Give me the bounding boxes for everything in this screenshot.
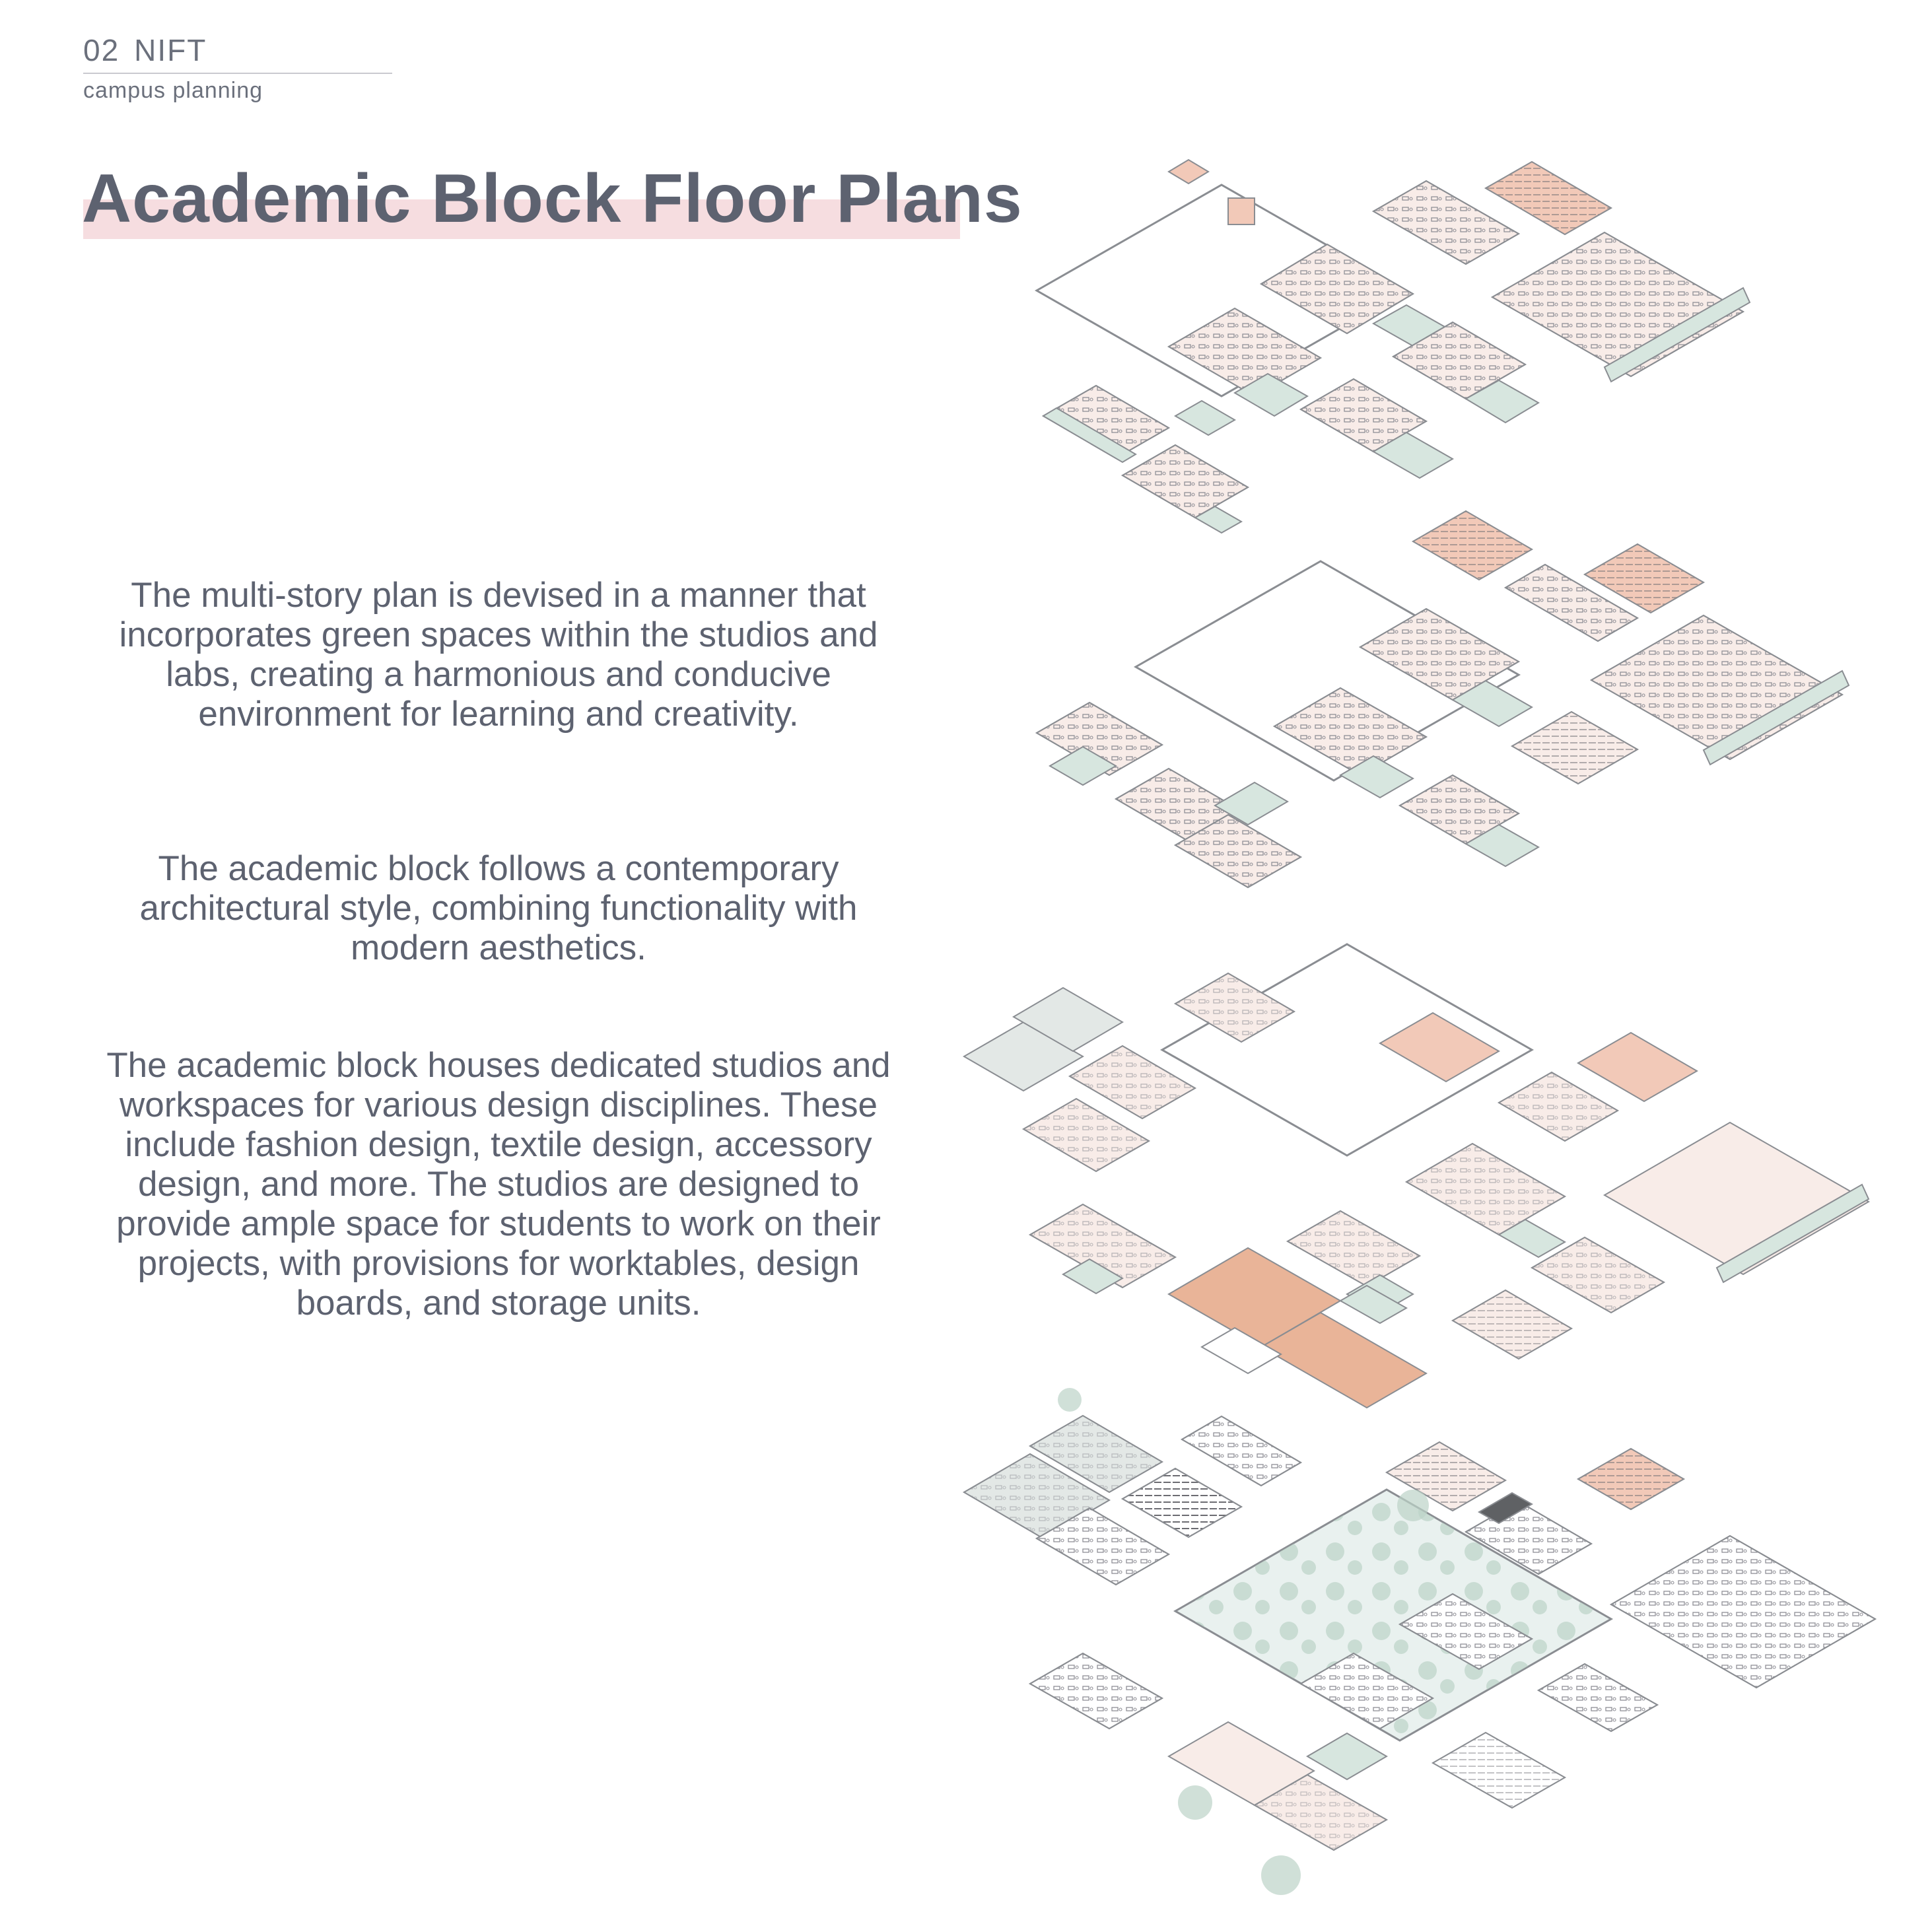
paragraph-architecture: The academic block follows a contemporary architectural style, combining functionality with modern aesthetics. bbox=[139, 849, 858, 967]
title-block bbox=[82, 156, 1023, 242]
section-number: 02 bbox=[83, 33, 120, 67]
floor-plan-level-1 bbox=[964, 1388, 1875, 1895]
section-subtitle: campus planning bbox=[83, 78, 263, 103]
section-label bbox=[83, 32, 392, 69]
paragraph-studios: The academic block houses dedicated studios and workspaces for various design disciplines. These include fashion design, textile design, accessory design, and more. The studios are designed to provide ample space for students to work on their projects, with provisions for worktables, design boards, and storage units. bbox=[106, 1046, 891, 1323]
floor-plan-level-4 bbox=[1037, 160, 1750, 533]
page-title: Academic Block Floor Plans bbox=[82, 160, 1023, 237]
floor-plan-level-3 bbox=[1037, 511, 1849, 887]
page-header bbox=[83, 32, 392, 104]
project-name: NIFT bbox=[134, 33, 207, 67]
paragraph-green-spaces: The multi-story plan is devised in a manner that incorporates green spaces within the studios and labs, creating a harmonious and conducive environment for learning and creativity. bbox=[119, 576, 878, 734]
exploded-floor-plans bbox=[951, 152, 1902, 1921]
header-divider bbox=[83, 73, 392, 74]
floor-plan-level-2 bbox=[964, 944, 1869, 1408]
